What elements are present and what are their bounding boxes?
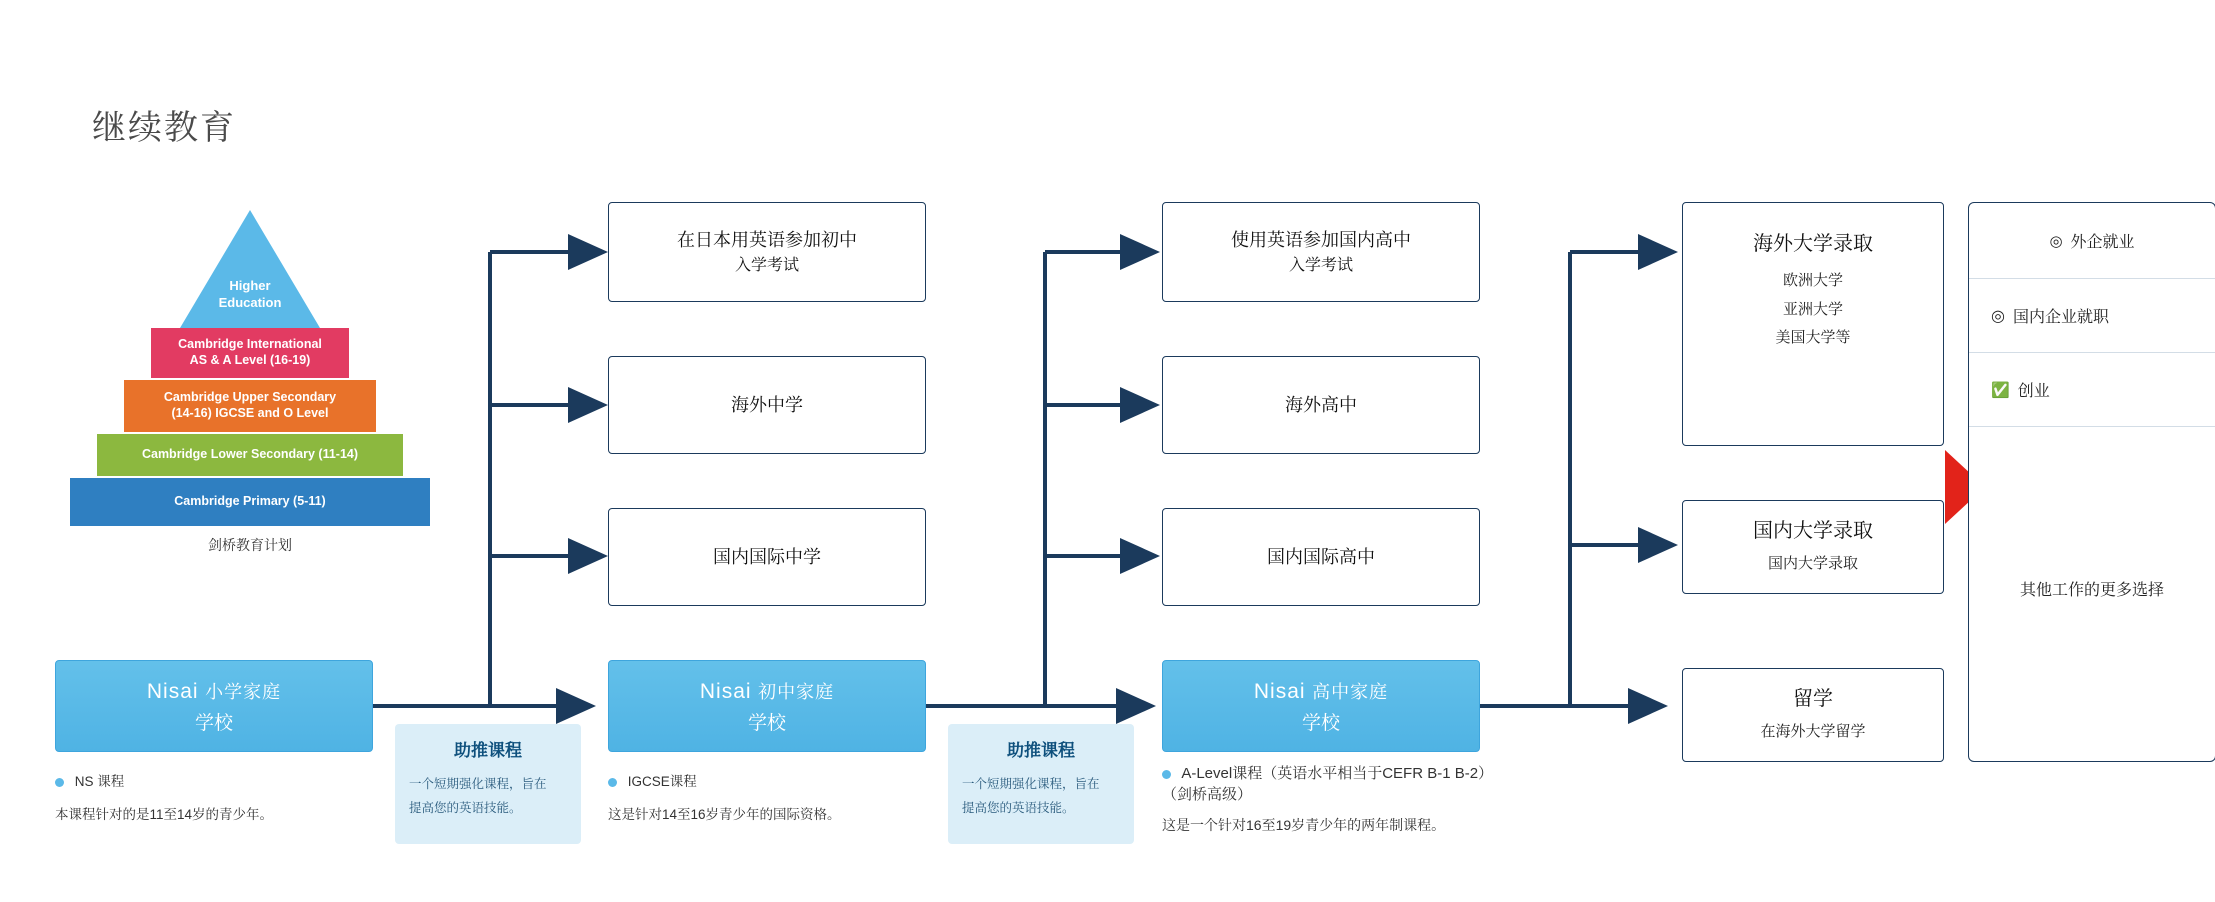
career-row-label-2: 创业 xyxy=(2017,383,2050,400)
box-title: 留学 xyxy=(1793,687,1833,710)
box-title: 海外大学录取 xyxy=(1753,233,1873,255)
box-sub-0: 欧洲大学 xyxy=(1782,272,1843,289)
pyramid-level-label-0: Higher Education xyxy=(218,278,282,310)
boost-course-card-2[interactable] xyxy=(948,724,1134,844)
legend-a-level-course xyxy=(1162,762,1582,836)
legend-ns-course xyxy=(55,770,385,826)
legend-body: 这是针对14至16岁青少年的国际资格。 xyxy=(608,807,841,822)
boost-card-desc: 一个短期强化课程，旨在 提高您的英语技能。 xyxy=(962,777,1100,815)
box-junior-exam-japan[interactable] xyxy=(608,202,926,302)
nisai-primary-school[interactable] xyxy=(55,660,373,752)
box-line-1: 国内国际中学 xyxy=(713,546,821,567)
pyramid-caption: 剑桥教育计划 xyxy=(208,537,292,553)
boost-card-title: 助推课程 xyxy=(1007,741,1075,760)
box-line-1: 海外高中 xyxy=(1285,394,1357,415)
nisai-line-2: 学校 xyxy=(1301,712,1340,734)
legend-head-text: IGCSE课程 xyxy=(627,774,697,789)
pyramid-level-3: Cambridge Lower Secondary (11-14) xyxy=(97,434,403,476)
legend-igcse-course xyxy=(608,770,948,826)
nisai-name: 高中家庭 xyxy=(1312,681,1389,702)
box-sub-0: 国内大学录取 xyxy=(1767,554,1858,572)
legend-head-text: A-Level课程（英语水平相当于CEFR B-1 B-2） （剑桥高级） xyxy=(1162,765,1494,803)
legend-head xyxy=(608,770,948,790)
box-sub-1: 亚洲大学 xyxy=(1782,300,1843,318)
box-line-2: 入学考试 xyxy=(1288,256,1353,274)
legend-dot-icon xyxy=(1162,770,1171,779)
career-panel-footer: 其他工作的更多选择 xyxy=(2019,582,2164,599)
legend-body: 本课程针对的是11至14岁的青少年。 xyxy=(55,807,274,822)
double-circle-icon: ◎ xyxy=(1991,307,2005,325)
career-row-2[interactable] xyxy=(1969,353,2215,427)
box-sub-0: 在海外大学留学 xyxy=(1760,722,1866,740)
legend-dot-icon xyxy=(55,778,64,787)
pyramid-apex xyxy=(40,210,460,330)
page-title: 继续教育 xyxy=(92,109,236,147)
nisai-brand: Nisai xyxy=(146,679,199,703)
boost-course-card-1[interactable] xyxy=(395,724,581,844)
circle-icon: ◎ xyxy=(2049,232,2063,250)
check-circle-icon: ✅ xyxy=(1991,381,2010,399)
career-row-1[interactable] xyxy=(1969,279,2215,353)
nisai-line-2: 学校 xyxy=(194,712,233,734)
box-overseas-university[interactable] xyxy=(1682,202,1944,446)
boost-card-desc: 一个短期强化课程，旨在 提高您的英语技能。 xyxy=(409,777,547,815)
nisai-brand: Nisai xyxy=(699,679,752,703)
nisai-brand: Nisai xyxy=(1253,679,1306,703)
box-line-2: 入学考试 xyxy=(734,256,799,274)
box-senior-exam-domestic[interactable] xyxy=(1162,202,1480,302)
legend-head xyxy=(1162,762,1582,804)
pyramid-level-4: Cambridge Primary (5-11) xyxy=(70,478,430,526)
career-row-0[interactable] xyxy=(1969,203,2215,279)
box-study-abroad[interactable] xyxy=(1682,668,1944,762)
career-options-panel xyxy=(1968,202,2215,762)
box-overseas-senior-high[interactable] xyxy=(1162,356,1480,454)
box-title: 国内大学录取 xyxy=(1753,519,1873,542)
box-overseas-junior-high[interactable] xyxy=(608,356,926,454)
box-domestic-international-junior[interactable] xyxy=(608,508,926,606)
boost-card-title: 助推课程 xyxy=(454,741,522,760)
nisai-junior-high-school[interactable] xyxy=(608,660,926,752)
box-line-1: 海外中学 xyxy=(731,394,803,415)
box-line-1: 使用英语参加国内高中 xyxy=(1231,229,1411,250)
legend-dot-icon xyxy=(608,778,617,787)
nisai-name: 初中家庭 xyxy=(758,681,835,702)
pyramid-level-2: Cambridge Upper Secondary (14-16) IGCSE and O Level xyxy=(124,380,376,432)
box-line-1: 在日本用英语参加初中 xyxy=(677,229,857,250)
career-row-label-1: 国内企业就职 xyxy=(2012,309,2109,326)
box-line-1: 国内国际高中 xyxy=(1267,546,1375,567)
legend-head xyxy=(55,770,385,790)
nisai-line-1 xyxy=(700,678,834,704)
cambridge-pathway-pyramid xyxy=(40,210,460,590)
box-domestic-university[interactable] xyxy=(1682,500,1944,594)
pyramid-level-1: Cambridge International AS & A Level (16-19) xyxy=(151,328,349,378)
career-row-label-0: 外企就业 xyxy=(2070,234,2135,251)
legend-head-text: NS 课程 xyxy=(74,774,125,789)
nisai-senior-high-school[interactable] xyxy=(1162,660,1480,752)
legend-body: 这是一个针对16至19岁青少年的两年制课程。 xyxy=(1162,817,1446,833)
nisai-line-1 xyxy=(1254,678,1388,704)
nisai-line-2: 学校 xyxy=(747,712,786,734)
nisai-line-1 xyxy=(147,678,281,704)
nisai-name: 小学家庭 xyxy=(205,681,282,702)
box-domestic-international-senior[interactable] xyxy=(1162,508,1480,606)
box-sub-2: 美国大学等 xyxy=(1775,329,1851,346)
